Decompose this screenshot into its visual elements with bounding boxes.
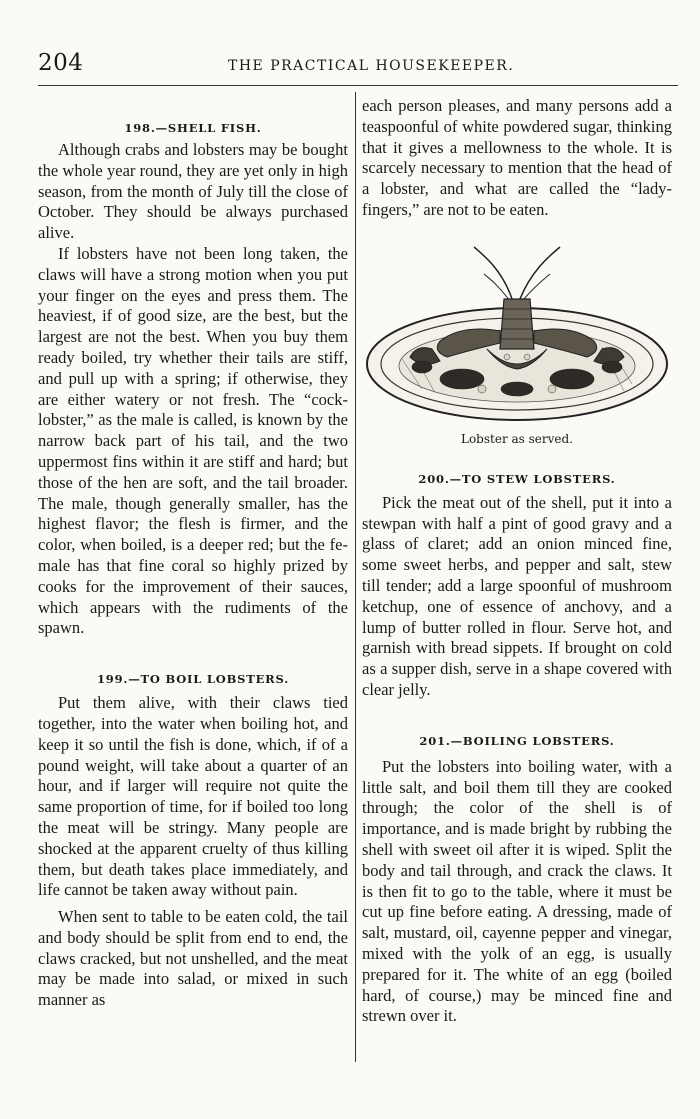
running-title: THE PRACTICAL HOUSEKEEPER. [228, 58, 515, 74]
section-199-paragraph: When sent to table to be eaten cold, the tail and body should be split from end to end, the claws cracked, but not unshelled, and the meat may be made into salad, or mixed in such manner as [38, 907, 348, 1010]
page-header [38, 50, 678, 82]
section-199-paragraph: Put them alive, with their claws tied together, into the water when boiling hot, and keep it so until the fish is done, which, if of a pound weight, will take about a quarter of an hour, and if larger will require not quite the same proportion of time, for if boiled too long the meat will be stringy. Many people are shocked at the apparent cruelty of thus killing them, but death takes place immediately, and life cannot be taken away without pain. [38, 693, 348, 900]
right-column [362, 96, 672, 1027]
section-199-title: 199.—TO BOIL LOBSTERS. [96, 672, 289, 687]
header-rule [38, 85, 678, 86]
lobster-on-platter-icon [362, 239, 672, 429]
section-200-title: 200.—TO STEW LOBSTERS. [418, 471, 616, 486]
column-divider [355, 92, 356, 1062]
section-198-paragraph: Although crabs and lobsters may be bought the whole year round, they are yet only in high season, from the month of July till the close of October. They should be always purchased alive. [38, 140, 348, 243]
page-number: 204 [38, 50, 84, 76]
lobster-illustration [362, 239, 672, 429]
section-198-title: 198.—SHELL FISH. [124, 121, 262, 135]
left-column [38, 96, 348, 1011]
section-200-paragraph: Pick the meat out of the shell, put it into a stewpan with half a pint of good gravy and a glass of claret; add an onion minced fine, some sweet herbs, and pepper and salt, stew till tender; add a large spoonful of mushroom ketchup, one of essence of anchovy, and a lump of butter rolled in flour. Serve hot, and garnish with bread sippets. If brought on cold as a supper dish, serve in a shape covered with clear jelly. [362, 492, 672, 699]
section-198-paragraph: If lobsters have not been long taken, the claws will have a strong motion when you put your finger on the eyes and press them. The heaviest, if of good size, are the best, but the largest are not the best. When you buy them ready boiled, try whether their tails are stiff, and pull up with a spring; if otherwise, they are either watery or not fresh. The “cock-lobster,” as the male is called, is known by the narrow back part of his tail, and the two uppermost fins within it are stiff and hard; but those of the hen are soft, and the tail broader. The male, though generally smaller, has the highest flavor; the flesh is firmer, and the color, when boiled, is a deeper red; but the female has that fine coral so highly prized by cooks for the improvement of their sauces, which appears with the rudiments of the spawn. [38, 243, 348, 638]
illustration-caption: Lobster as served. [460, 431, 573, 446]
section-201-title: 201.—BOILING LOBSTERS. [419, 733, 615, 748]
continued-paragraph: each person pleases, and many persons add a teaspoonful of white powdered sugar, thinking that it gives a mellowness to the whole. It is scarcely necessary to mention that the head of a lobster, and what are called the “lady-fingers,” are not to be eaten. [362, 96, 672, 219]
section-201-paragraph: Put the lobsters into boiling water, with a little salt, and boil them till they are cooked through; the color of the shell is of importance, and is made bright by rubbing the shell with sweet oil after it is wiped. Split the body and tail through, and crack the claws. It is then fit to go to the table, where it must be cut up fine before eating. A dressing, made of salt, mustard, oil, cayenne pepper and vinegar, mixed with the yolk of an egg, is usually prepared for it. The white of an egg (boiled hard, of course,) may be minced fine and strewn over it. [362, 756, 672, 1026]
